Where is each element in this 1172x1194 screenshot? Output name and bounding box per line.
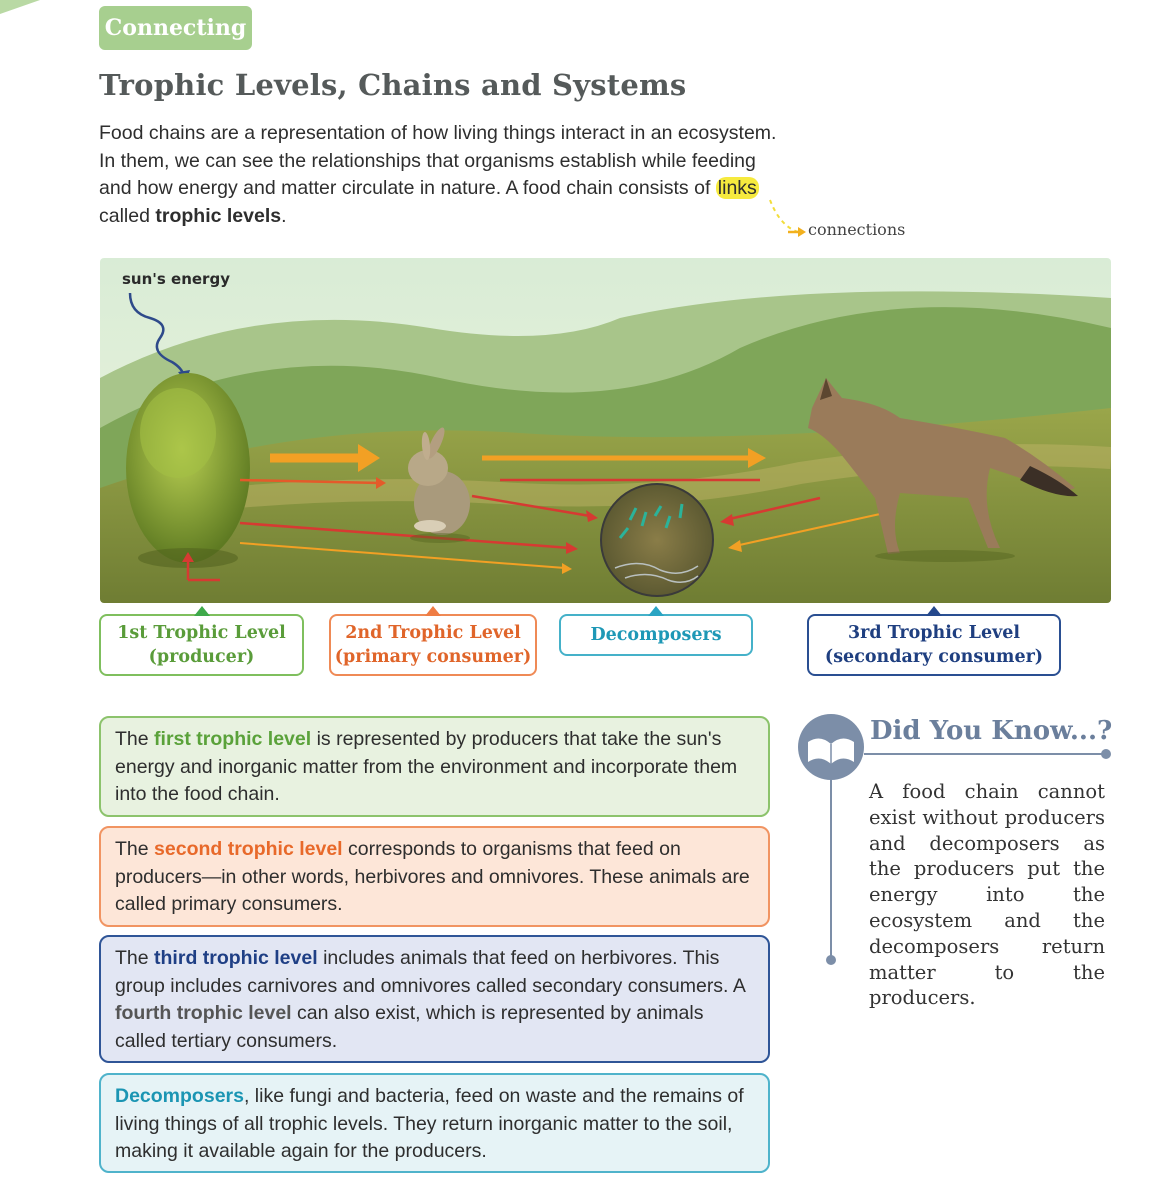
glossary-note: connections bbox=[808, 220, 906, 239]
level-label-producer: 1st Trophic Level (producer) bbox=[99, 614, 304, 676]
third-level-term: third trophic level bbox=[154, 947, 318, 969]
section-tag: Connecting bbox=[99, 6, 252, 50]
fourth-level-term: fourth trophic level bbox=[115, 1002, 292, 1024]
sun-energy-label: sun's energy bbox=[122, 270, 230, 288]
trophic-levels-term: trophic levels bbox=[155, 204, 282, 227]
pointer-triangle-icon bbox=[194, 606, 210, 616]
food-chain-illustration bbox=[100, 258, 1111, 603]
third-level-info-box: The third trophic level includes animals that feed on herbivores. This group includes carnivores and omnivores called secondary consumers. A fourth trophic level can also exist, which is represented by animals called tertiary consumers. bbox=[99, 935, 770, 1063]
highlighted-word[interactable]: links bbox=[717, 177, 757, 199]
level-label-primary-consumer: 2nd Trophic Level (primary consumer) bbox=[329, 614, 537, 676]
did-you-know-title: Did You Know...? bbox=[870, 716, 1113, 746]
page-title: Trophic Levels, Chains and Systems bbox=[99, 68, 687, 102]
pointer-triangle-icon bbox=[926, 606, 942, 616]
first-level-info-box: The first trophic level is represented by producers that take the sun's energy and inorganic matter from the environment and incorporate them into the food chain. bbox=[99, 716, 770, 817]
level-label-decomposers: Decomposers bbox=[559, 614, 753, 656]
first-level-term: first trophic level bbox=[154, 728, 312, 750]
glossary-arrow-icon bbox=[740, 198, 810, 243]
intro-paragraph: Food chains are a representation of how living things interact in an ecosystem. In them, we can see the relationships that organisms establish while feeding and how energy and matter circulate in nature. A food chain consists of links called trophic levels. bbox=[99, 122, 777, 227]
second-level-term: second trophic level bbox=[154, 838, 343, 860]
second-level-info-box: The second trophic level corresponds to organisms that feed on producers—in other words, herbivores and omnivores. These animals are called primary consumers. bbox=[99, 826, 770, 927]
decomposers-term: Decomposers bbox=[115, 1085, 244, 1107]
decomposers-circle-icon bbox=[601, 484, 713, 596]
did-you-know-text: A food chain cannot exist without producers and decomposers as the producers put the energy into the ecosystem and the decomposers return matter to the producers. bbox=[869, 780, 1105, 1010]
decomposers-info-box: Decomposers, like fungi and bacteria, feed on waste and the remains of living things of all trophic levels. They return inorganic matter to the soil, making it available again for the producers. bbox=[99, 1073, 770, 1173]
pointer-triangle-icon bbox=[425, 606, 441, 616]
corner-decoration bbox=[0, 0, 60, 20]
pointer-triangle-icon bbox=[648, 606, 664, 616]
level-label-secondary-consumer: 3rd Trophic Level (secondary consumer) bbox=[807, 614, 1061, 676]
